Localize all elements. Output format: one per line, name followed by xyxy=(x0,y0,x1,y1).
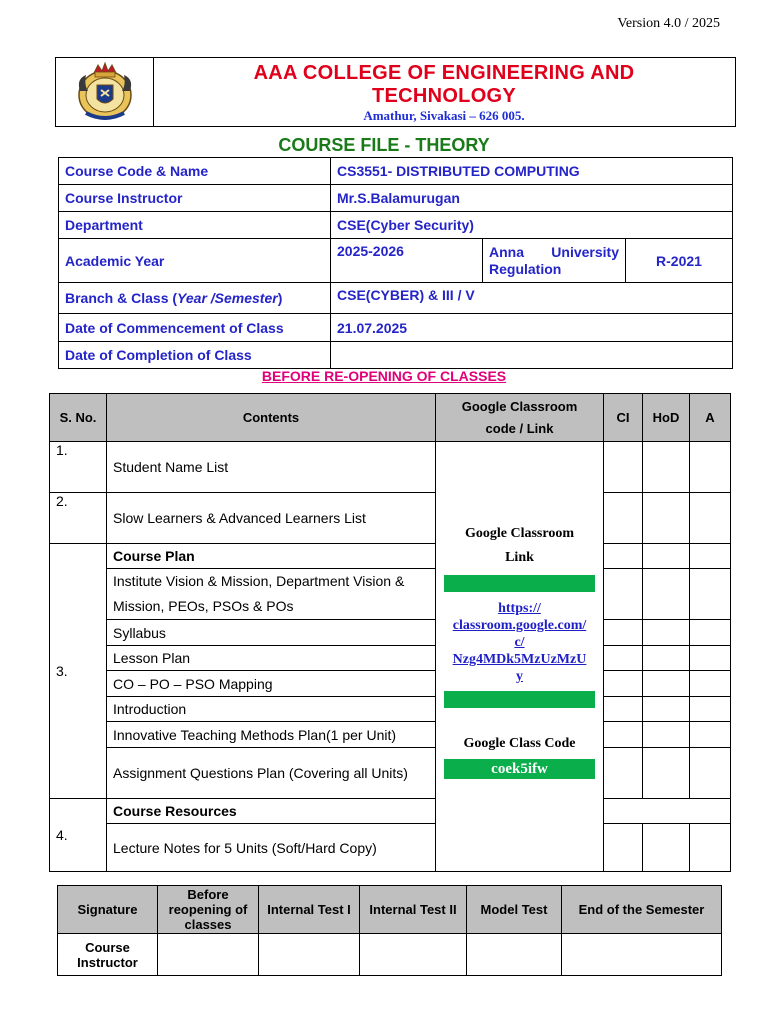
college-name-line2: TECHNOLOGY xyxy=(371,85,517,107)
sig-header-internal2: Internal Test II xyxy=(360,886,467,934)
row3-ci xyxy=(604,544,643,569)
row4-contents: Lecture Notes for 5 Units (Soft/Hard Copy) xyxy=(107,824,436,872)
row2-hod xyxy=(643,493,690,544)
row1-contents: Student Name List xyxy=(107,442,436,493)
checklist-table xyxy=(49,393,731,872)
sig-header-before: Before reopening of classes xyxy=(158,886,259,934)
header-google-classroom xyxy=(436,394,604,442)
version-label: Version 4.0 / 2025 xyxy=(617,16,720,31)
row3-item: CO – PO – PSO Mapping xyxy=(107,671,436,697)
college-emblem-icon xyxy=(74,61,136,123)
college-name-line1: AAA COLLEGE OF ENGINEERING AND xyxy=(253,62,635,84)
college-name xyxy=(153,62,735,108)
row4-heading: Course Resources xyxy=(107,799,436,824)
header-contents: Contents xyxy=(107,394,436,442)
academic-year-value: 2025-2026 xyxy=(331,239,483,283)
commencement-label: Date of Commencement of Class xyxy=(59,314,331,342)
regulation-value: R-2021 xyxy=(626,239,733,283)
branch-label xyxy=(59,283,331,314)
gc-link-line4[interactable]: Nzg4MDk5MzUzMzU xyxy=(452,652,587,667)
course-info-table xyxy=(58,157,733,369)
branch-label-post: ) xyxy=(277,290,283,306)
signature-table xyxy=(57,885,722,976)
green-bar-middle xyxy=(444,691,595,708)
branch-value: CSE(CYBER) & III / V xyxy=(331,283,733,314)
row3-item: Syllabus xyxy=(107,620,436,646)
gc-link-line5[interactable]: y xyxy=(516,669,523,684)
row2-a xyxy=(690,493,731,544)
row1-sno: 1. xyxy=(50,442,107,493)
commencement-value: 21.07.2025 xyxy=(331,314,733,342)
instructor-label: Course Instructor xyxy=(59,185,331,212)
college-address: Amathur, Sivakasi – 626 005. xyxy=(363,108,525,123)
row3-item: Institute Vision & Mission, Department Vision & Mission, PEOs, PSOs & POs xyxy=(107,569,436,620)
header-gc-line2: code / Link xyxy=(485,420,554,436)
header-hod: HoD xyxy=(643,394,690,442)
branch-label-italic: Year /Semester xyxy=(177,290,278,306)
row1-a xyxy=(690,442,731,493)
row1-hod xyxy=(643,442,690,493)
google-classroom-link[interactable] xyxy=(442,600,597,685)
row1-ci xyxy=(604,442,643,493)
gc-link-title xyxy=(442,522,597,570)
department-label: Department xyxy=(59,212,331,239)
row4-sno: 4. xyxy=(50,799,107,872)
header-gc-line1: Google Classroom xyxy=(461,398,578,414)
row3-item: Assignment Questions Plan (Covering all Units) xyxy=(107,748,436,799)
row3-item: Lesson Plan xyxy=(107,646,436,671)
row2-sno: 2. xyxy=(50,493,107,544)
sig-header-signature: Signature xyxy=(58,886,158,934)
green-bar-top xyxy=(444,575,595,592)
course-file-title: COURSE FILE - THEORY xyxy=(278,135,490,155)
row2-contents: Slow Learners & Advanced Learners List xyxy=(107,493,436,544)
instructor-value: Mr.S.Balamurugan xyxy=(331,185,733,212)
regulation-label xyxy=(483,239,626,283)
branch-label-pre: Branch & Class ( xyxy=(65,290,178,306)
sig-header-model: Model Test xyxy=(467,886,562,934)
row2-ci xyxy=(604,493,643,544)
before-reopening-heading: BEFORE RE-OPENING OF CLASSES xyxy=(261,368,507,384)
row3-item: Innovative Teaching Methods Plan(1 per Unit) xyxy=(107,722,436,748)
gc-link-line2[interactable]: classroom.google.com/ xyxy=(452,618,587,633)
gc-link-line3[interactable]: c/ xyxy=(514,635,525,650)
gc-code-title: Google Class Code xyxy=(463,736,576,751)
completion-label: Date of Completion of Class xyxy=(59,342,331,369)
gc-link-title-line2: Link xyxy=(505,550,534,565)
college-header xyxy=(55,57,736,127)
header-sno: S. No. xyxy=(50,394,107,442)
college-logo xyxy=(56,58,154,126)
sig-header-internal1: Internal Test I xyxy=(259,886,360,934)
header-ci: CI xyxy=(604,394,643,442)
regulation-label-text: Anna University Regulation xyxy=(489,243,619,277)
row3-heading: Course Plan xyxy=(107,544,436,569)
department-value: CSE(Cyber Security) xyxy=(331,212,733,239)
sig-row-label: Course Instructor xyxy=(58,934,158,976)
course-code-label: Course Code & Name xyxy=(59,158,331,185)
google-classroom-cell xyxy=(436,442,604,872)
header-a: A xyxy=(690,394,731,442)
google-class-code: coek5ifw xyxy=(444,759,595,779)
completion-value xyxy=(331,342,733,369)
course-code-value: CS3551- DISTRIBUTED COMPUTING xyxy=(331,158,733,185)
gc-link-line1[interactable]: https:// xyxy=(498,601,541,616)
gc-link-title-line1: Google Classroom xyxy=(464,526,574,541)
row3-sno: 3. xyxy=(50,544,107,799)
sig-header-end: End of the Semester xyxy=(562,886,722,934)
row3-item: Introduction xyxy=(107,697,436,722)
academic-year-label: Academic Year xyxy=(59,239,331,283)
